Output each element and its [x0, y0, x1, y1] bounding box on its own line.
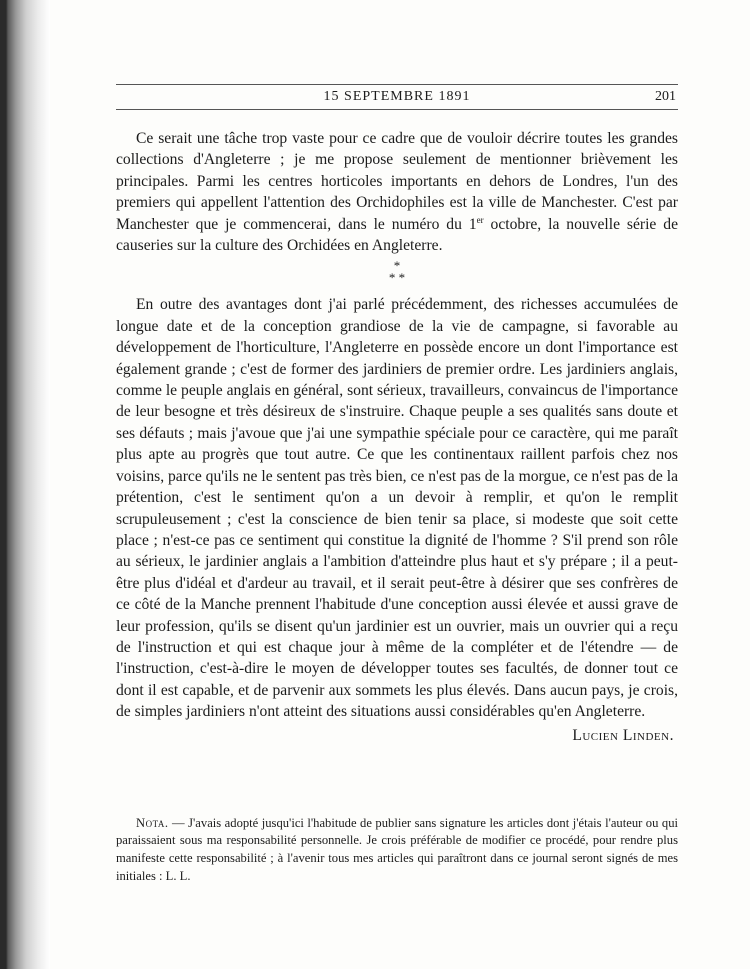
ordinal-superscript: er [476, 214, 484, 225]
article-body [116, 128, 678, 746]
asterism-top: * [393, 258, 401, 274]
asterism-bottom: * * [388, 270, 406, 286]
scan-binding-edge [0, 0, 50, 969]
footnote [116, 815, 678, 886]
author-signature: Lucien Linden. [572, 726, 674, 744]
intro-text-part-1: Ce serait une tâche trop vaste pour ce cadre que de vouloir décrire toutes les grandes collections d'Angleterre ; je me propose seulement de mentionner brièvement les principales. Parmi les centres horticoles importants en dehors de Londres, l'un des premiers qui appellent l'attention des Orchidophiles est la ville de Manchester. C'est par Manchester que je commencerai, dans le numéro du 1 [116, 130, 678, 233]
section-asterism [116, 260, 678, 284]
intro-text-part-2: octobre, la nouvelle série de causeries sur la culture des Orchidées en Angleterre. [116, 215, 678, 255]
main-paragraph: En outre des avantages dont j'ai parlé précédemment, des richesses accumulées de longue date et de la conception grandiose de la vie de campagne, si favorable au développement de l'horticulture, l'Angleterre en possède encore un dont l'importance est également grande ; c'est de former des jardiniers de premier ordre. Les jardiniers anglais, comme le peuple anglais en général, sont sérieux, travailleurs, convaincus de l'importance de leur besogne et très désireux de s'instruire. Chaque peuple a ses qualités sans doute et ses défauts ; mais j'avoue que j'ai une sympathie spéciale pour ce caractère, qui me paraît plus apte au progrès que tout autre. Ce que les continentaux raillent parfois chez nos voisins, parce qu'ils ne le sentent pas très bien, ce n'est pas de la morgue, ce n'est pas de la prétention, c'est le sentiment qu'on a un devoir à remplir, et qu'on le remplit scrupuleusement ; c'est la conscience de bien tenir sa place, si modeste que soit cette place ; n'est-ce pas ce sentiment qui constitue la dignité de l'homme ? S'il prend son rôle au sérieux, le jardinier anglais a l'ambition d'atteindre plus haut et s'y prépare ; il a peut-être plus d'idéal et d'ardeur au travail, et il serait peut-être à désirer que ses confrères de ce côté de la Manche prennent l'habitude d'une conception aussi élevée et aussi grave de leur profession, qu'ils se disent qu'un jardinier est un ouvrier, mais un ouvrier qui a reçu de l'instruction et qui est chaque jour à même de la compléter et de l'étendre — de l'instruction, c'est-à-dire le moyen de développer toutes ses facultés, de donner tout ce dont il est capable, et de parvenir aux sommets les plus élevés. Dans aucun pays, je crois, de simples jardiniers n'ont atteint des situations aussi considérables qu'en Angleterre. [116, 296, 678, 721]
intro-paragraph [116, 128, 678, 256]
page-number: 201 [655, 89, 676, 104]
footnote-label: Nota. [136, 815, 169, 830]
running-title: 15 SEPTEMBRE 1891 [323, 89, 471, 104]
footnote-text: — J'avais adopté jusqu'ici l'habitude de publier sans signature les articles dont j'étais l'auteur ou qui paraissaient sous ma responsabilité personnelle. Je crois préférable de modifier ce procédé, pour rendre plus manifeste cette responsabilité ; à l'avenir tous mes articles qui paraîtront dans ce journal seront signés de mes initiales : L. L. [116, 815, 678, 883]
running-header [116, 84, 678, 110]
document-page [50, 0, 750, 969]
